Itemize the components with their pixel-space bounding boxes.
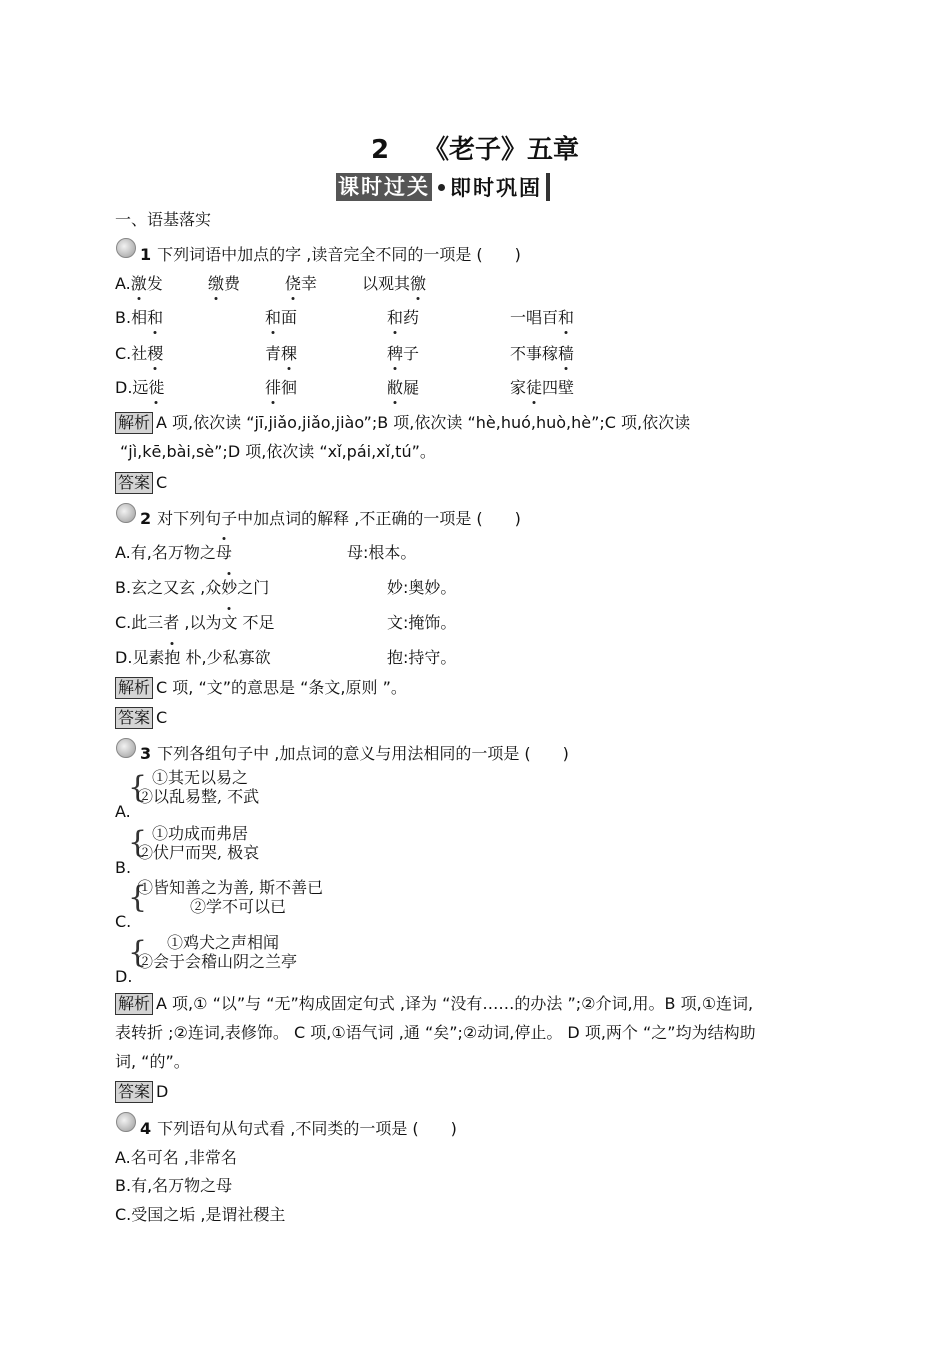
analysis-tag: 解析 <box>115 677 153 699</box>
q2-option-c: C.此三者 ,以为文 不足 <box>115 613 275 632</box>
brace-icon: { <box>128 770 148 805</box>
q2-gloss-b: 妙:奥妙。 <box>387 578 457 597</box>
q1-c-word4: 不事稼穑 <box>510 344 575 363</box>
q3-b-s2: ②伏尸而哭, 极哀 <box>137 843 260 862</box>
q1-option-b: B.相和 <box>115 308 164 327</box>
q1-answer: 答案 C <box>115 472 167 494</box>
q1-stem: 1 下列词语中加点的字 ,读音完全不同的一项是 ( ) <box>140 245 521 264</box>
question-bullet-icon <box>116 503 136 523</box>
brace-icon: { <box>128 880 148 915</box>
q1-d-word3: 敝屣 <box>387 378 420 397</box>
q1-option-c: C.社稷 <box>115 344 164 363</box>
q1-c-word3: 稗子 <box>387 344 420 363</box>
q3-b-s1: ①功成而弗居 <box>152 824 249 843</box>
q1-analysis: 解析 A 项,依次读 “jī,jiǎo,jiǎo,jiào”;B 项,依次读 “hè,huó,huò,hè”;C 项,依次读 <box>115 412 690 434</box>
q2-gloss-a: 母:根本。 <box>347 543 417 562</box>
q3-stem: 3 下列各组句子中 ,加点词的意义与用法相同的一项是 ( ) <box>140 744 569 763</box>
question-bullet-icon <box>116 1112 136 1132</box>
q1-d-word2: 徘徊 <box>265 378 298 397</box>
q3-a-s1: ①其无以易之 <box>152 768 249 787</box>
q3-c-label: C. <box>115 912 132 931</box>
banner-left: 课时过关 <box>338 174 430 199</box>
section-heading: 一、语基落实 <box>115 210 212 229</box>
q3-answer: 答案 D <box>115 1081 168 1103</box>
q1-c-word2: 青稞 <box>265 344 298 363</box>
q1-a-word2: 缴费 <box>208 274 241 293</box>
q2-answer: 答案 C <box>115 707 167 729</box>
brace-icon: { <box>128 825 148 860</box>
q3-d-label: D. <box>115 967 133 986</box>
banner-right: 即时巩固 <box>450 175 542 200</box>
q2-option-b: B.玄之又玄 ,众妙之门 <box>115 578 270 597</box>
q1-b-word3: 和药 <box>387 308 420 327</box>
q4-option-c: C.受国之垢 ,是谓社稷主 <box>115 1205 286 1224</box>
q4-option-b: B.有,名万物之母 <box>115 1176 233 1195</box>
answer-tag: 答案 <box>115 1081 153 1103</box>
lesson-title: 《老子》五章 <box>423 135 580 165</box>
answer-tag: 答案 <box>115 472 153 494</box>
q2-option-a: A.有,名万物之母 <box>115 543 232 562</box>
q2-option-d: D.见素抱 朴,少私寡欲 <box>115 648 271 667</box>
q1-a-word3: 侥幸 <box>285 274 318 293</box>
section-banner <box>336 172 550 202</box>
q4-stem: 4 下列语句从句式看 ,不同类的一项是 ( ) <box>140 1119 457 1138</box>
q2-analysis: 解析 C 项, “文”的意思是 “条文,原则 ”。 <box>115 677 407 699</box>
q2-stem: 2 对下列句子中加点词的解释 ,不正确的一项是 ( ) <box>140 509 521 528</box>
banner-dot-icon <box>438 184 445 191</box>
q1-option-a: A.激发 <box>115 274 163 293</box>
q2-gloss-c: 文:掩饰。 <box>387 613 457 632</box>
q3-analysis: 解析 A 项,① “以”与 “无”构成固定句式 ,译为 “没有……的办法 ”;②介词,用。B 项,①连词, <box>115 993 753 1015</box>
q1-a-word4: 以观其徼 <box>362 274 427 293</box>
q1-b-word2: 和面 <box>265 308 298 327</box>
analysis-tag: 解析 <box>115 412 153 434</box>
lesson-number: 2 <box>370 135 390 165</box>
q2-gloss-d: 抱:持守。 <box>387 648 457 667</box>
q3-a-s2: ②以乱易整, 不武 <box>137 787 260 806</box>
banner-bar <box>546 173 550 201</box>
q3-a-label: A. <box>115 802 131 821</box>
answer-tag: 答案 <box>115 707 153 729</box>
q3-analysis-line3: 词, “的”。 <box>115 1052 190 1071</box>
q3-b-label: B. <box>115 858 132 877</box>
q1-d-word4: 家徒四壁 <box>510 378 575 397</box>
analysis-tag: 解析 <box>115 993 153 1015</box>
q1-analysis-line2: “jì,kē,bài,sè”;D 项,依次读 “xǐ,pái,xǐ,tú”。 <box>120 442 436 461</box>
q1-option-d: D.远徙 <box>115 378 165 397</box>
page-title <box>0 132 950 168</box>
q3-c-s1: ①皆知善之为善, 斯不善已 <box>137 878 324 897</box>
brace-icon: { <box>128 935 148 970</box>
q1-b-word4: 一唱百和 <box>510 308 575 327</box>
question-bullet-icon <box>116 238 136 258</box>
q3-d-s2: ②会于会稽山阴之兰亭 <box>137 952 298 971</box>
q3-d-s1: ①鸡犬之声相闻 <box>167 933 280 952</box>
q3-c-s2: ②学不可以已 <box>190 897 287 916</box>
q4-option-a: A.名可名 ,非常名 <box>115 1148 237 1167</box>
question-bullet-icon <box>116 738 136 758</box>
q3-analysis-line2: 表转折 ;②连词,表修饰。 C 项,①语气词 ,通 “矣”;②动词,停止。 D 项,两个 “之”均为结构助 <box>115 1023 756 1042</box>
